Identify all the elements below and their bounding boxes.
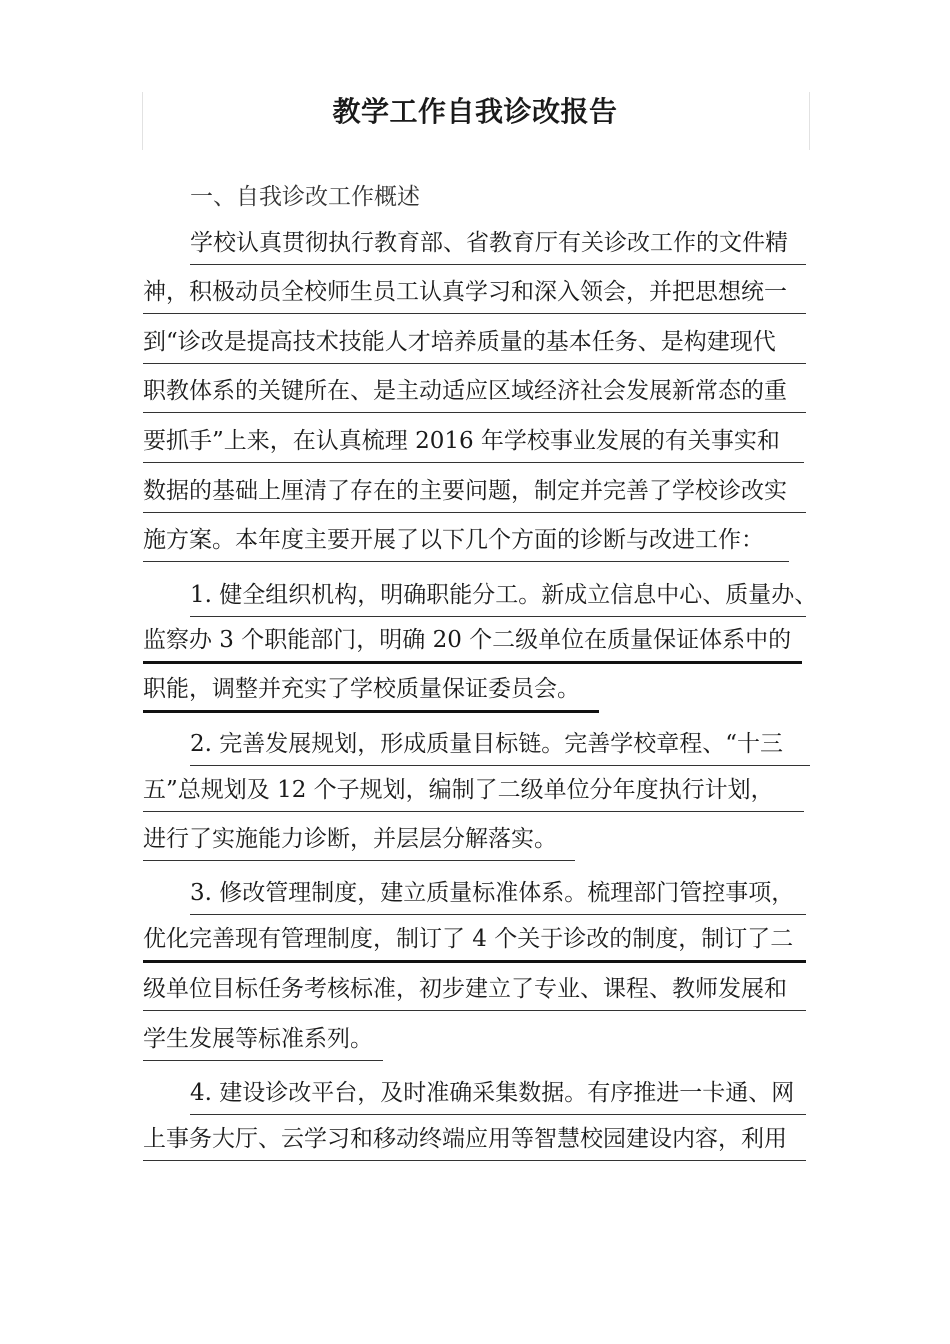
paragraph-line: 要抓手”上来，在认真梳理 2016 年学校事业发展的有关事实和 [143, 424, 804, 463]
paragraph-line: 3. 修改管理制度，建立质量标准体系。梳理部门管控事项， [190, 876, 806, 915]
section-heading: 一、自我诊改工作概述 [190, 184, 420, 210]
paragraph-line: 职能，调整并充实了学校质量保证委员会。 [143, 672, 599, 713]
document-title: 教学工作自我诊改报告 [332, 95, 618, 128]
paragraph-line: 1. 健全组织机构，明确职能分工。新成立信息中心、质量办、 [190, 578, 806, 617]
paragraph-line: 级单位目标任务考核标准，初步建立了专业、课程、教师发展和 [143, 972, 806, 1011]
paragraph-line: 五”总规划及 12 个子规划，编制了二级单位分年度执行计划， [143, 773, 804, 812]
paragraph-line: 监察办 3 个职能部门，明确 20 个二级单位在质量保证体系中的 [143, 623, 802, 664]
paragraph-line: 到“诊改是提高技术技能人才培养质量的基本任务、是构建现代 [143, 325, 806, 364]
paragraph-line: 职教体系的关键所在、是主动适应区域经济社会发展新常态的重 [143, 374, 806, 413]
paragraph-line: 进行了实施能力诊断，并层层分解落实。 [143, 822, 575, 861]
paragraph-line: 施方案。本年度主要开展了以下几个方面的诊断与改进工作： [143, 523, 789, 562]
paragraph-line: 数据的基础上厘清了存在的主要问题，制定并完善了学校诊改实 [143, 474, 806, 513]
paragraph-line: 2. 完善发展规划，形成质量目标链。完善学校章程、“十三 [190, 727, 810, 766]
paragraph-line: 4. 建设诊改平台，及时准确采集数据。有序推进一卡通、网 [190, 1076, 806, 1115]
paragraph-line: 学生发展等标准系列。 [143, 1022, 383, 1061]
paragraph-line: 优化完善现有管理制度，制订了 4 个关于诊改的制度，制订了二 [143, 922, 806, 963]
paragraph-line: 神，积极动员全校师生员工认真学习和深入领会，并把思想统一 [143, 275, 806, 314]
paragraph-line: 上事务大厅、云学习和移动终端应用等智慧校园建设内容，利用 [143, 1122, 806, 1161]
paragraph-line: 学校认真贯彻执行教育部、省教育厅有关诊改工作的文件精 [190, 226, 806, 265]
